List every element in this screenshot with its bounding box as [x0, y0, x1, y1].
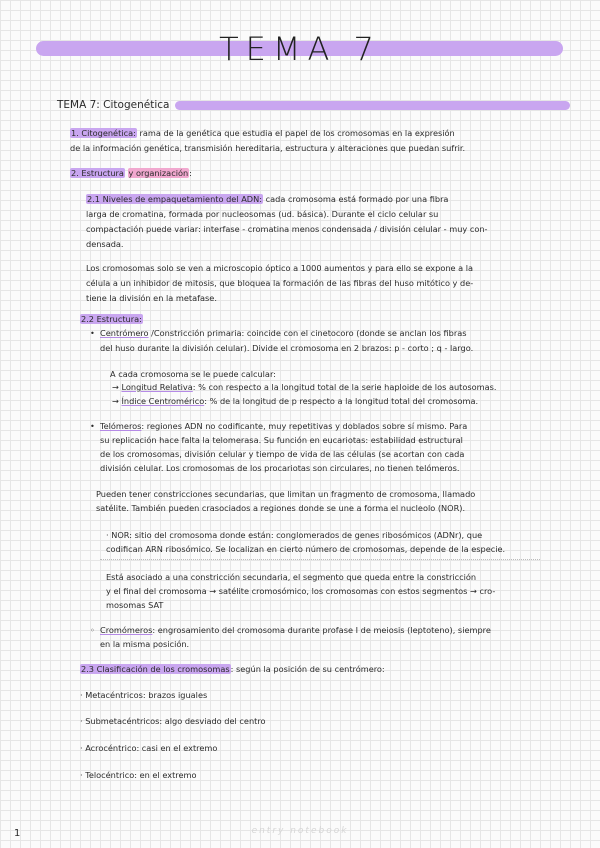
- s23-heading: 2.3 Clasificación de los cromosomas: [81, 664, 230, 674]
- telomere-line4: división celular. Los cromosomas de los procariotas son circulares, no tienen telómeros.: [100, 463, 460, 473]
- secondary-line2: satélite. También pueden crasociados a regiones donde se une a forma el nucleolo (NOR).: [96, 503, 466, 513]
- satellite-line3: mosomas SAT: [106, 600, 164, 610]
- s22-heading: 2.2 Estructura:: [81, 314, 142, 324]
- centromere-line2: del huso durante la división celular). Divide el cromosoma en 2 brazos: p - corto ; q - largo.: [100, 343, 474, 353]
- s21-line1: 2.1 Niveles de empaquetamiento del ADN: cada cromosoma está formado por una fibra: [87, 194, 449, 204]
- bullet-icon: •: [90, 328, 95, 338]
- s1-heading: 1. Citogenética:: [71, 128, 136, 138]
- centromeric-index-line: → Índice Centromérico: % de la longitud de p respecto a la longitud total del cromosoma.: [112, 396, 479, 406]
- calc-intro: A cada cromosoma se le puede calcular:: [110, 369, 276, 379]
- s21-line3: compactación puede variar: interfase - cromatina menos condensada / división celular - muy con-: [86, 224, 488, 234]
- satellite-line1: Está asociado a una constricción secundaria, el segmento que queda entre la constricción: [106, 572, 477, 582]
- s1-line2: de la información genética, transmisión hereditaria, estructura y alteraciones que puedan sufrir.: [70, 143, 466, 153]
- telomere-line2: su replicación hace falta la telomerasa. Su función en eucariotas: estabilidad estructural: [100, 435, 463, 445]
- micro-line1: Los cromosomas solo se ven a microscopio óptico a 1000 aumentos y para ello se expone a la: [86, 263, 474, 273]
- list-item: · Submetacéntricos: algo desviado del centro: [80, 716, 266, 726]
- s2-heading: 2. Estructura y organización:: [71, 168, 192, 178]
- list-item: · Acrocéntrico: casi en el extremo: [80, 743, 218, 753]
- arrow-icon: →: [112, 396, 122, 406]
- arrow-icon: →: [112, 382, 122, 392]
- topic-heading: TEMA 7: Citogenética: [57, 99, 170, 111]
- centromere-line1: • Centrómero /Constricción primaria: coincide con el cinetocoro (donde se anclan los fibras: [90, 326, 467, 341]
- relative-length-term: Longitud Relativa: [121, 382, 193, 392]
- secondary-line1: Pueden tener constricciones secundarias, que limitan un fragmento de cromosoma, llamado: [96, 489, 476, 499]
- chromomere-line2: en la misma posición.: [100, 639, 190, 649]
- nor-line1: · NOR: sitio del cromosoma donde están: conglomerados de genes ribosómicos (ADNr), que: [106, 530, 483, 540]
- s23-line: 2.3 Clasificación de los cromosomas: según la posición de su centrómero:: [81, 664, 385, 674]
- micro-line3: tiene la división en la metafase.: [86, 293, 217, 303]
- page-number: 1: [14, 828, 21, 839]
- bullet-icon: ◦: [90, 625, 95, 635]
- telomere-line3: de los cromosomas, división celular y tiempo de vida de las células (se acortan con cada: [100, 449, 465, 459]
- dotted-divider: [100, 559, 540, 560]
- centromere-term: Centrómero: [100, 328, 149, 338]
- telomere-term: Telómeros: [100, 421, 142, 431]
- satellite-line2: y el final del cromosoma → satélite cromosómico, los cromosomas con estos segmentos → cro-: [106, 586, 496, 596]
- centromeric-index-term: Índice Centromérico: [121, 396, 205, 406]
- micro-line2: célula a un inhibidor de mitosis, que bloquea la formación de las fibras del huso mitótico y de-: [86, 278, 474, 288]
- list-item: · Metacéntricos: brazos iguales: [80, 690, 208, 700]
- s21-heading: 2.1 Niveles de empaquetamiento del ADN:: [87, 194, 262, 204]
- bullet-icon: •: [90, 421, 95, 431]
- nor-line2: codifican ARN ribosómico. Se localizan en cierto número de cromosomas, depende de la especie.: [106, 544, 506, 554]
- chromomere-term: Cromómeros: [100, 625, 153, 635]
- s1-line1: 1. Citogenética: rama de la genética que estudia el papel de los cromosomas en la expresión: [71, 128, 455, 138]
- watermark: entry notebook: [251, 826, 349, 836]
- s21-line4: densada.: [86, 239, 124, 249]
- chromomere-line1: ◦ Cromómeros: engrosamiento del cromosoma durante profase I de meiosis (leptoteno), siempre: [90, 623, 491, 638]
- page-title: TEMA 7: [219, 30, 381, 68]
- s21-line2: larga de cromatina, formada por nucleosomas (ud. básica). Durante el ciclo celular su: [86, 209, 439, 219]
- telomere-line1: • Telómeros: regiones ADN no codificante, muy repetitivas y doblados sobre sí mismo. Para: [90, 419, 467, 434]
- relative-length-line: → Longitud Relativa: % con respecto a la longitud total de la serie haploide de los autosomas.: [112, 382, 497, 392]
- topic-highlight-bar: [175, 101, 570, 110]
- list-item: · Telocéntrico: en el extremo: [80, 770, 197, 780]
